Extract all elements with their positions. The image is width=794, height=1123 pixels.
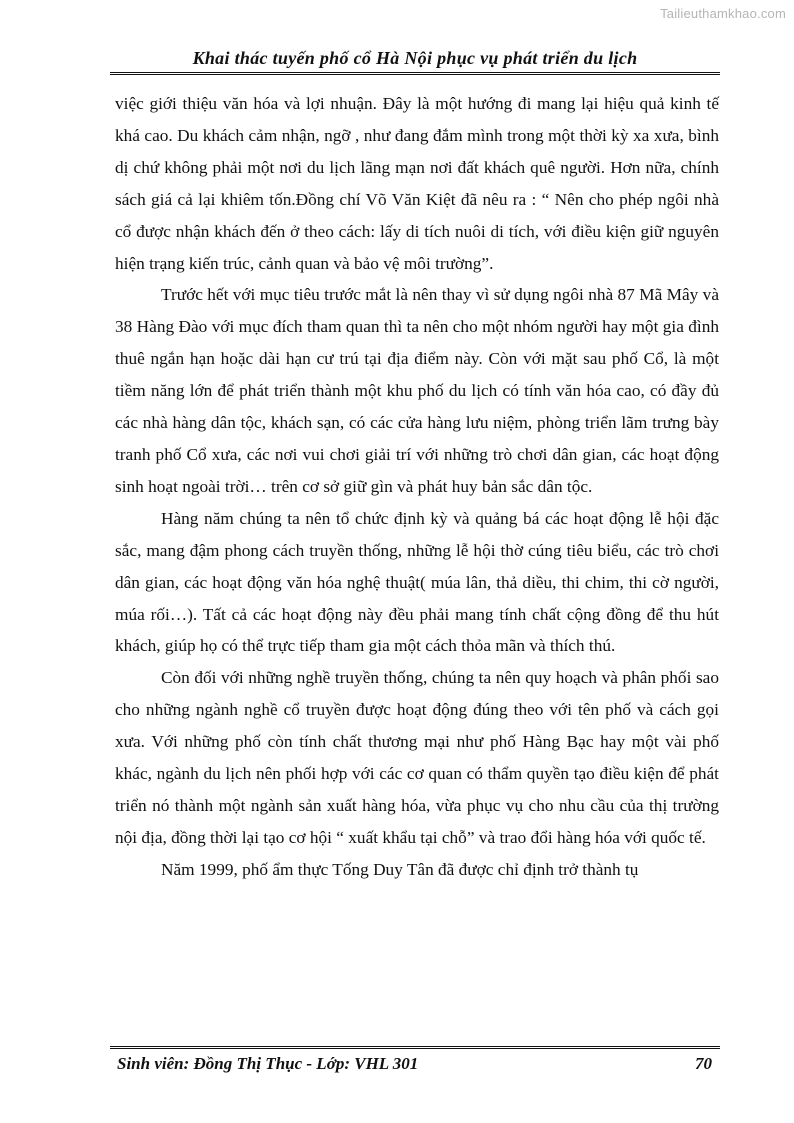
paragraph-continuation: việc giới thiệu văn hóa và lợi nhuận. Đây là một hướng đi mang lại hiệu quả kinh tế khá cao. Du khách cảm nhận, ngỡ , như đang đắm mình trong một thời kỳ xa xưa, bình dị chứ không phải một nơi du lịch lãng mạn nơi đất khách quê người. Hơn nữa, chính sách giá cả lại khiêm tốn.Đồng chí Võ Văn Kiệt đã nêu ra : “ Nên cho phép ngôi nhà cổ được nhận khách đến ở theo cách: lấy di tích nuôi di tích, với điều kiện giữ nguyên hiện trạng kiến trúc, cảnh quan và bảo vệ môi trường”.: [115, 94, 719, 273]
footer-author: Sinh viên: Đồng Thị Thục - Lớp: VHL 301: [117, 1054, 419, 1073]
page-number: 70: [695, 1054, 712, 1073]
watermark: Tailieuthamkhao.com: [660, 6, 786, 21]
paragraph: Trước hết với mục tiêu trước mắt là nên thay vì sử dụng ngôi nhà 87 Mã Mây và 38 Hàng Đào với mục đích tham quan thì ta nên cho một nhóm người hay một gia đình thuê ngắn hạn hoặc dài hạn cư trú tại địa điểm này. Còn với mặt sau phố Cổ, là một tiềm năng lớn để phát triển thành một khu phố du lịch có tính văn hóa cao, có đầy đủ các nhà hàng dân tộc, khách sạn, có các cửa hàng lưu niệm, phòng triển lãm trưng bày tranh phố Cổ xưa, các nơi vui chơi giải trí với những trò chơi dân gian, các hoạt động sinh hoạt ngoài trời… trên cơ sở giữ gìn và phát huy bản sắc dân tộc.: [115, 285, 719, 496]
page-header: Khai thác tuyến phố cổ Hà Nội phục vụ phát triển du lịch: [192, 48, 638, 68]
header-divider: [110, 72, 720, 75]
footer-divider: [110, 1046, 720, 1049]
paragraph: Còn đối với những nghề truyền thống, chúng ta nên quy hoạch và phân phối sao cho những ngành nghề cổ truyền được hoạt động đúng theo với tên phố và cách gọi xưa. Với những phố còn tính chất thương mại như phố Hàng Bạc hay một vài phố khác, ngành du lịch nên phối hợp với các cơ quan có thẩm quyền tạo điều kiện để phát triển nó thành một ngành sản xuất hàng hóa, vừa phục vụ cho nhu cầu của thị trường nội địa, đồng thời lại tạo cơ hội “ xuất khẩu tại chỗ” và trao đổi hàng hóa với quốc tế.: [115, 668, 719, 847]
paragraph: Hàng năm chúng ta nên tổ chức định kỳ và quảng bá các hoạt động lễ hội đặc sắc, mang đậm phong cách truyền thống, những lễ hội thờ cúng tiêu biểu, các trò chơi dân gian, các hoạt động văn hóa nghệ thuật( múa lân, thả diều, thi chim, thi cờ người, múa rối…). Tất cả các hoạt động này đều phải mang tính chất cộng đồng để thu hút khách, giúp họ có thể trực tiếp tham gia một cách thỏa mãn và thích thú.: [115, 508, 719, 656]
document-body: [115, 88, 719, 886]
paragraph: Năm 1999, phố ẩm thực Tống Duy Tân đã được chỉ định trở thành tụ: [161, 859, 639, 879]
